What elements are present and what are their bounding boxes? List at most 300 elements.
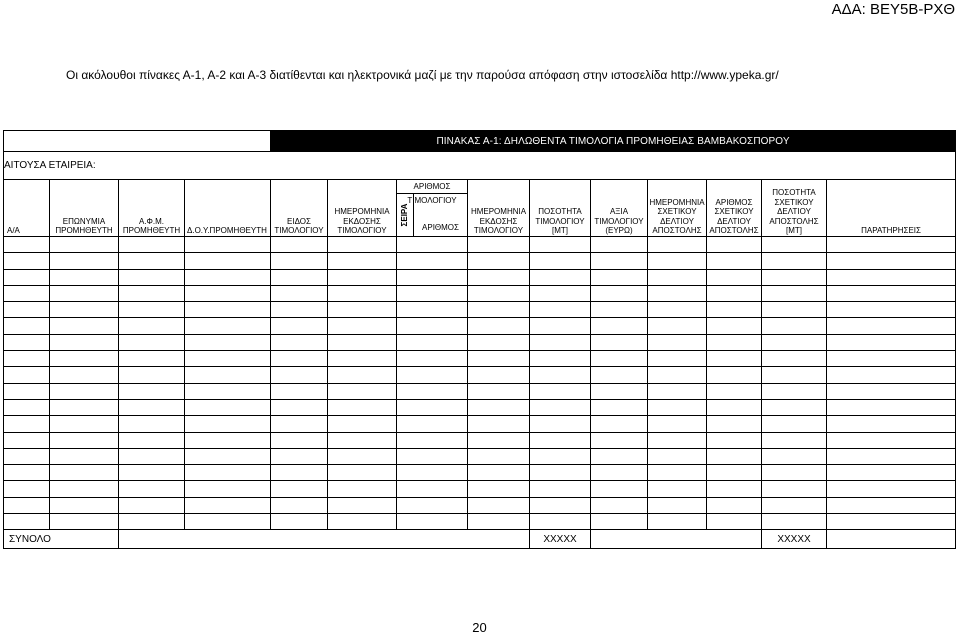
table-row xyxy=(4,237,956,253)
table-cell[interactable] xyxy=(50,448,119,464)
table-cell[interactable] xyxy=(530,481,591,497)
table-cell[interactable] xyxy=(648,285,707,301)
table-row xyxy=(4,318,956,334)
table-cell[interactable] xyxy=(648,481,707,497)
table-row xyxy=(4,285,956,301)
table-cell[interactable] xyxy=(648,351,707,367)
table-row xyxy=(4,448,956,464)
table-cell[interactable] xyxy=(468,318,530,334)
table-cell[interactable] xyxy=(762,285,827,301)
table-cell[interactable] xyxy=(468,269,530,285)
table-cell[interactable] xyxy=(271,399,328,415)
table-cell[interactable] xyxy=(50,237,119,253)
table-cell[interactable] xyxy=(762,302,827,318)
table-cell[interactable] xyxy=(707,351,762,367)
table-cell[interactable] xyxy=(707,465,762,481)
table-cell[interactable] xyxy=(4,465,50,481)
header-afm: Α.Φ.Μ. ΠΡΟΜΗΘΕΥΤΗ xyxy=(119,180,185,237)
table-cell[interactable] xyxy=(397,432,468,448)
table-cell[interactable] xyxy=(328,448,397,464)
table-cell[interactable] xyxy=(4,383,50,399)
table-cell[interactable] xyxy=(468,497,530,513)
table-cell[interactable] xyxy=(50,399,119,415)
table-cell[interactable] xyxy=(4,416,50,432)
header-posotita-deltiou: ΠΟΣΟΤΗΤΑ ΣΧΕΤΙΚΟΥ ΔΕΛΤΙΟΥ ΑΠΟΣΤΟΛΗΣ [ΜΤ] xyxy=(762,180,827,237)
table-cell[interactable] xyxy=(328,465,397,481)
table-cell[interactable] xyxy=(707,269,762,285)
table-cell[interactable] xyxy=(328,514,397,530)
total-spacer xyxy=(119,530,530,549)
table-row xyxy=(4,302,956,318)
table-cell[interactable] xyxy=(827,383,956,399)
table-cell[interactable] xyxy=(397,351,468,367)
table-cell[interactable] xyxy=(762,497,827,513)
table-cell[interactable] xyxy=(397,448,468,464)
table-cell[interactable] xyxy=(648,432,707,448)
table-cell[interactable] xyxy=(762,237,827,253)
header-seira-cell xyxy=(397,194,414,236)
page-number: 20 xyxy=(472,620,487,635)
table-cell[interactable] xyxy=(530,334,591,350)
table-cell[interactable] xyxy=(707,514,762,530)
table-cell[interactable] xyxy=(530,514,591,530)
table-cell[interactable] xyxy=(271,497,328,513)
table-cell[interactable] xyxy=(119,481,185,497)
table-cell[interactable] xyxy=(4,285,50,301)
table-cell[interactable] xyxy=(50,269,119,285)
table-cell[interactable] xyxy=(185,318,271,334)
table-cell[interactable] xyxy=(762,253,827,269)
table-cell[interactable] xyxy=(50,481,119,497)
table-cell[interactable] xyxy=(328,269,397,285)
table-cell[interactable] xyxy=(271,465,328,481)
table-cell[interactable] xyxy=(119,514,185,530)
table-cell[interactable] xyxy=(530,448,591,464)
table-cell[interactable] xyxy=(591,334,648,350)
total-spacer-2 xyxy=(591,530,762,549)
table-cell[interactable] xyxy=(468,302,530,318)
table-cell[interactable] xyxy=(271,237,328,253)
table-cell[interactable] xyxy=(4,514,50,530)
table-cell[interactable] xyxy=(271,285,328,301)
table-cell[interactable] xyxy=(827,481,956,497)
applicant-value[interactable] xyxy=(271,152,956,180)
table-cell[interactable] xyxy=(271,269,328,285)
table-cell[interactable] xyxy=(591,514,648,530)
table-cell[interactable] xyxy=(50,318,119,334)
table-cell[interactable] xyxy=(328,367,397,383)
table-cell[interactable] xyxy=(827,465,956,481)
table-cell[interactable] xyxy=(185,465,271,481)
table-cell[interactable] xyxy=(468,399,530,415)
table-cell[interactable] xyxy=(762,399,827,415)
table-cell[interactable] xyxy=(119,465,185,481)
table-cell[interactable] xyxy=(707,285,762,301)
table-cell[interactable] xyxy=(4,318,50,334)
table-cell[interactable] xyxy=(50,416,119,432)
table-cell[interactable] xyxy=(762,465,827,481)
table-cell[interactable] xyxy=(328,318,397,334)
table-cell[interactable] xyxy=(827,269,956,285)
table-cell[interactable] xyxy=(468,334,530,350)
table-cell[interactable] xyxy=(271,416,328,432)
table-cell[interactable] xyxy=(827,253,956,269)
table-cell[interactable] xyxy=(762,432,827,448)
table-cell[interactable] xyxy=(271,334,328,350)
table-cell[interactable] xyxy=(648,302,707,318)
table-cell[interactable] xyxy=(397,383,468,399)
table-cell[interactable] xyxy=(648,383,707,399)
table-cell[interactable] xyxy=(397,514,468,530)
table-cell[interactable] xyxy=(468,465,530,481)
table-cell[interactable] xyxy=(397,302,468,318)
table-cell[interactable] xyxy=(4,481,50,497)
table-cell[interactable] xyxy=(397,253,468,269)
invoices-table xyxy=(3,130,956,549)
table-cell[interactable] xyxy=(827,237,956,253)
table-cell[interactable] xyxy=(4,237,50,253)
table-cell[interactable] xyxy=(591,351,648,367)
table-cell[interactable] xyxy=(648,253,707,269)
table-cell[interactable] xyxy=(827,432,956,448)
table-cell[interactable] xyxy=(591,432,648,448)
table-cell[interactable] xyxy=(119,448,185,464)
table-cell[interactable] xyxy=(50,514,119,530)
table-cell[interactable] xyxy=(591,285,648,301)
table-cell[interactable] xyxy=(328,302,397,318)
table-cell[interactable] xyxy=(50,432,119,448)
table-cell[interactable] xyxy=(4,253,50,269)
table-row xyxy=(4,465,956,481)
table-cell[interactable] xyxy=(827,285,956,301)
table-cell[interactable] xyxy=(530,285,591,301)
table-cell[interactable] xyxy=(271,383,328,399)
table-cell[interactable] xyxy=(271,432,328,448)
ada-code: ΑΔΑ: ΒΕΥ5Β-ΡΧΘ xyxy=(831,1,955,18)
table-cell[interactable] xyxy=(185,383,271,399)
table-cell[interactable] xyxy=(4,448,50,464)
table-cell[interactable] xyxy=(468,237,530,253)
table-cell[interactable] xyxy=(185,497,271,513)
table-cell[interactable] xyxy=(468,285,530,301)
table-cell[interactable] xyxy=(271,367,328,383)
table-cell[interactable] xyxy=(119,416,185,432)
table-cell[interactable] xyxy=(328,416,397,432)
table-cell[interactable] xyxy=(762,383,827,399)
table-cell[interactable] xyxy=(827,497,956,513)
table-cell[interactable] xyxy=(185,481,271,497)
table-cell[interactable] xyxy=(648,514,707,530)
table-cell[interactable] xyxy=(185,416,271,432)
table-cell[interactable] xyxy=(397,497,468,513)
table-row xyxy=(4,481,956,497)
table-cell[interactable] xyxy=(827,416,956,432)
table-cell[interactable] xyxy=(762,351,827,367)
table-cell[interactable] xyxy=(50,302,119,318)
header-hm-ekdosis-2: ΗΜΕΡΟΜΗΝΙΑ ΕΚΔΟΣΗΣ ΤΙΜΟΛΟΓΙΟΥ xyxy=(468,180,530,237)
table-cell[interactable] xyxy=(468,367,530,383)
table-cell[interactable] xyxy=(119,269,185,285)
header-arithmos: ΑΡΙΘΜΟΣ xyxy=(422,223,459,232)
table-cell[interactable] xyxy=(328,497,397,513)
table-cell[interactable] xyxy=(119,318,185,334)
table-cell[interactable] xyxy=(119,237,185,253)
table-cell[interactable] xyxy=(119,497,185,513)
table-cell[interactable] xyxy=(185,253,271,269)
table-cell[interactable] xyxy=(4,399,50,415)
table-cell[interactable] xyxy=(271,351,328,367)
table-cell[interactable] xyxy=(530,432,591,448)
header-hm-deltiou: ΗΜΕΡΟΜΗΝΙΑ ΣΧΕΤΙΚΟΥ ΔΕΛΤΙΟΥ ΑΠΟΣΤΟΛΗΣ xyxy=(648,180,707,237)
table-cell[interactable] xyxy=(591,399,648,415)
table-cell[interactable] xyxy=(4,334,50,350)
table-cell[interactable] xyxy=(185,399,271,415)
table-cell[interactable] xyxy=(185,367,271,383)
table-cell[interactable] xyxy=(4,302,50,318)
table-cell[interactable] xyxy=(591,253,648,269)
table-cell[interactable] xyxy=(119,367,185,383)
table-cell[interactable] xyxy=(648,416,707,432)
table-cell[interactable] xyxy=(530,416,591,432)
table-cell[interactable] xyxy=(468,481,530,497)
total-paratiriseis xyxy=(827,530,956,549)
table-cell[interactable] xyxy=(119,253,185,269)
table-cell[interactable] xyxy=(50,383,119,399)
table-cell[interactable] xyxy=(50,465,119,481)
table-cell[interactable] xyxy=(185,237,271,253)
table-cell[interactable] xyxy=(530,253,591,269)
table-cell[interactable] xyxy=(530,367,591,383)
table-cell[interactable] xyxy=(762,367,827,383)
table-cell[interactable] xyxy=(827,302,956,318)
table-cell[interactable] xyxy=(707,416,762,432)
table-cell[interactable] xyxy=(50,334,119,350)
total-posotita: XXXXX xyxy=(530,530,591,549)
table-cell[interactable] xyxy=(762,448,827,464)
table-cell[interactable] xyxy=(468,351,530,367)
header-seira: ΣΕΙΡΑ xyxy=(400,203,410,227)
table-row xyxy=(4,334,956,350)
table-row xyxy=(4,253,956,269)
table-cell[interactable] xyxy=(4,432,50,448)
table-cell[interactable] xyxy=(707,237,762,253)
table-cell[interactable] xyxy=(762,481,827,497)
table-cell[interactable] xyxy=(50,351,119,367)
table-cell[interactable] xyxy=(119,383,185,399)
table-cell[interactable] xyxy=(397,465,468,481)
table-cell[interactable] xyxy=(591,465,648,481)
table-cell[interactable] xyxy=(827,334,956,350)
table-cell[interactable] xyxy=(271,302,328,318)
table-cell[interactable] xyxy=(271,448,328,464)
table-cell[interactable] xyxy=(648,334,707,350)
table-cell[interactable] xyxy=(648,497,707,513)
applicant-label: ΑΙΤΟΥΣΑ ΕΤΑΙΡΕΙΑ: xyxy=(4,152,271,180)
table-cell[interactable] xyxy=(397,416,468,432)
table-row xyxy=(4,416,956,432)
table-cell[interactable] xyxy=(119,351,185,367)
table-cell[interactable] xyxy=(271,514,328,530)
table-cell[interactable] xyxy=(119,285,185,301)
table-cell[interactable] xyxy=(328,253,397,269)
table-row xyxy=(4,514,956,530)
table-cell[interactable] xyxy=(648,367,707,383)
table-cell[interactable] xyxy=(762,416,827,432)
table-cell[interactable] xyxy=(328,432,397,448)
table-cell[interactable] xyxy=(591,318,648,334)
table-cell[interactable] xyxy=(648,269,707,285)
table-cell[interactable] xyxy=(50,253,119,269)
table-cell[interactable] xyxy=(328,334,397,350)
table-cell[interactable] xyxy=(4,351,50,367)
table-cell[interactable] xyxy=(530,399,591,415)
table-cell[interactable] xyxy=(591,383,648,399)
table-cell[interactable] xyxy=(530,318,591,334)
table-cell[interactable] xyxy=(827,448,956,464)
table-cell[interactable] xyxy=(397,318,468,334)
table-cell[interactable] xyxy=(591,367,648,383)
table-cell[interactable] xyxy=(468,253,530,269)
table-cell[interactable] xyxy=(4,497,50,513)
table-cell[interactable] xyxy=(530,302,591,318)
table-cell[interactable] xyxy=(648,399,707,415)
table-cell[interactable] xyxy=(707,448,762,464)
table-cell[interactable] xyxy=(185,302,271,318)
table-cell[interactable] xyxy=(707,253,762,269)
table-cell[interactable] xyxy=(185,448,271,464)
table-cell[interactable] xyxy=(397,237,468,253)
table-cell[interactable] xyxy=(648,465,707,481)
table-cell[interactable] xyxy=(762,269,827,285)
table-cell[interactable] xyxy=(328,237,397,253)
table-cell[interactable] xyxy=(591,497,648,513)
table-cell[interactable] xyxy=(707,432,762,448)
table-cell[interactable] xyxy=(4,367,50,383)
table-cell[interactable] xyxy=(468,432,530,448)
table-cell[interactable] xyxy=(50,367,119,383)
table-cell[interactable] xyxy=(591,269,648,285)
table-row xyxy=(4,497,956,513)
header-hm-ekdosis: ΗΜΕΡΟΜΗΝΙΑ ΕΚΔΟΣΗΣ ΤΙΜΟΛΟΓΙΟΥ xyxy=(328,180,397,237)
table-cell[interactable] xyxy=(827,351,956,367)
table-cell[interactable] xyxy=(530,465,591,481)
table-cell[interactable] xyxy=(119,399,185,415)
table-row xyxy=(4,432,956,448)
table-cell[interactable] xyxy=(530,269,591,285)
table-cell[interactable] xyxy=(530,351,591,367)
table-cell[interactable] xyxy=(648,448,707,464)
table-cell[interactable] xyxy=(530,497,591,513)
table-cell[interactable] xyxy=(591,237,648,253)
table-row xyxy=(4,399,956,415)
table-cell[interactable] xyxy=(328,383,397,399)
table-cell[interactable] xyxy=(648,318,707,334)
table-cell[interactable] xyxy=(50,285,119,301)
table-cell[interactable] xyxy=(762,334,827,350)
header-axia: ΑΞΙΑ ΤΙΜΟΛΟΓΙΟΥ (ΕΥΡΩ) xyxy=(591,180,648,237)
table-cell[interactable] xyxy=(271,318,328,334)
table-cell[interactable] xyxy=(468,383,530,399)
table-row xyxy=(4,383,956,399)
table-cell[interactable] xyxy=(591,302,648,318)
table-cell[interactable] xyxy=(271,253,328,269)
table-cell[interactable] xyxy=(119,302,185,318)
table-cell[interactable] xyxy=(707,334,762,350)
table-cell[interactable] xyxy=(762,514,827,530)
table-cell[interactable] xyxy=(648,237,707,253)
table-cell[interactable] xyxy=(328,399,397,415)
table-cell[interactable] xyxy=(530,237,591,253)
table-cell[interactable] xyxy=(762,318,827,334)
header-eidos: ΕΙΔΟΣ ΤΙΜΟΛΟΓΙΟΥ xyxy=(271,180,328,237)
table-cell[interactable] xyxy=(707,367,762,383)
table-cell[interactable] xyxy=(468,514,530,530)
table-cell[interactable] xyxy=(397,399,468,415)
table-row xyxy=(4,351,956,367)
header-posotita: ΠΟΣΟΤΗΤΑ ΤΙΜΟΛΟΓΙΟΥ [ΜΤ] xyxy=(530,180,591,237)
table-cell[interactable] xyxy=(591,481,648,497)
table-cell[interactable] xyxy=(185,334,271,350)
table-cell[interactable] xyxy=(530,383,591,399)
table-cell[interactable] xyxy=(397,367,468,383)
title-spacer xyxy=(4,131,271,152)
table-cell[interactable] xyxy=(328,481,397,497)
table-cell[interactable] xyxy=(591,416,648,432)
header-doy: Δ.Ο.Υ.ΠΡΟΜΗΘΕΥΤΗ xyxy=(185,180,271,237)
table-cell[interactable] xyxy=(707,318,762,334)
table-cell[interactable] xyxy=(707,399,762,415)
data-rows xyxy=(4,237,956,530)
intro-text: Οι ακόλουθοι πίνακες Α-1, Α-2 και Α-3 διατίθενται και ηλεκτρονικά μαζί με την παρούσα απόφαση στην ιστοσελίδα http://www.ypeka.gr/ xyxy=(66,68,779,82)
table-cell[interactable] xyxy=(185,351,271,367)
header-eponymia: ΕΠΩΝΥΜΙΑ ΠΡΟΜΗΘΕΥΤΗ xyxy=(50,180,119,237)
header-arithmos-deltiou: ΑΡΙΘΜΟΣ ΣΧΕΤΙΚΟΥ ΔΕΛΤΙΟΥ ΑΠΟΣΤΟΛΗΣ xyxy=(707,180,762,237)
table-cell[interactable] xyxy=(50,497,119,513)
table-cell[interactable] xyxy=(397,269,468,285)
table-cell[interactable] xyxy=(707,497,762,513)
table-cell[interactable] xyxy=(468,416,530,432)
table-cell[interactable] xyxy=(4,269,50,285)
table-cell[interactable] xyxy=(397,481,468,497)
table-title: ΠΙΝΑΚΑΣ Α-1: ΔΗΛΩΘΕΝΤΑ ΤΙΜΟΛΟΓΙΑ ΠΡΟΜΗΘΕΙΑΣ ΒΑΜΒΑΚΟΣΠΟΡΟΥ xyxy=(271,131,956,152)
total-posotita-deltiou: XXXXX xyxy=(762,530,827,549)
table-cell[interactable] xyxy=(827,514,956,530)
table-cell[interactable] xyxy=(707,302,762,318)
header-arithmos-timologiou-group xyxy=(397,180,468,237)
table-cell[interactable] xyxy=(328,351,397,367)
table-cell[interactable] xyxy=(185,285,271,301)
table-cell[interactable] xyxy=(271,481,328,497)
table-cell[interactable] xyxy=(827,399,956,415)
total-label: ΣΥΝΟΛΟ xyxy=(4,530,119,549)
table-cell[interactable] xyxy=(468,448,530,464)
table-cell[interactable] xyxy=(707,481,762,497)
table-cell[interactable] xyxy=(707,383,762,399)
table-cell[interactable] xyxy=(119,334,185,350)
table-cell[interactable] xyxy=(397,334,468,350)
table-cell[interactable] xyxy=(827,367,956,383)
table-cell[interactable] xyxy=(827,318,956,334)
table-cell[interactable] xyxy=(185,432,271,448)
table-cell[interactable] xyxy=(119,432,185,448)
table-cell[interactable] xyxy=(397,285,468,301)
table-cell[interactable] xyxy=(328,285,397,301)
table-cell[interactable] xyxy=(185,514,271,530)
table-cell[interactable] xyxy=(185,269,271,285)
table-cell[interactable] xyxy=(591,448,648,464)
table-row xyxy=(4,269,956,285)
table-row xyxy=(4,367,956,383)
